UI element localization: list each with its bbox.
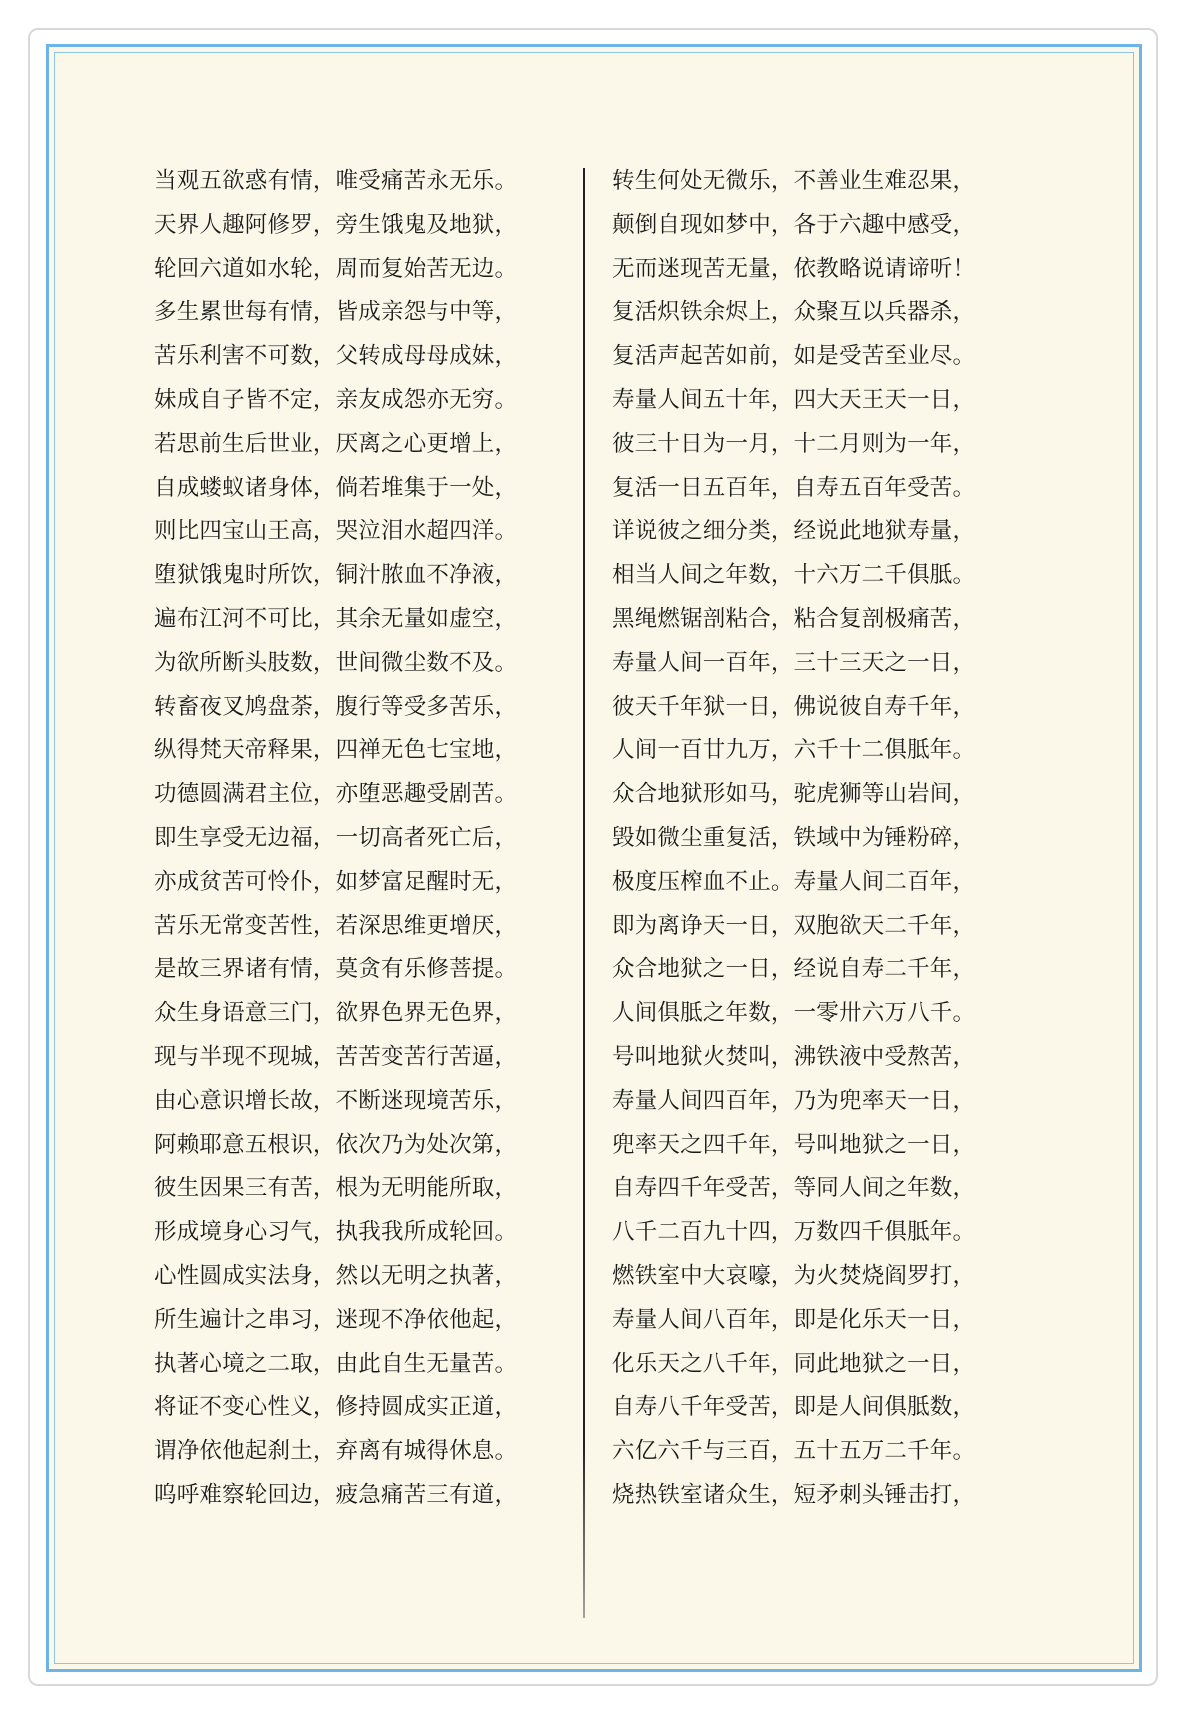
verse-line: 颠倒自现如梦中，各于六趣中感受，	[612, 211, 976, 238]
verse-line: 相当人间之年数，十六万二千俱胝。	[612, 562, 976, 589]
verse-line: 由心意识增长故，不断迷现境苦乐，	[154, 1087, 518, 1114]
verse-line: 则比四宝山王高，哭泣泪水超四洋。	[154, 518, 518, 545]
verse-line: 是故三界诸有情，莫贪有乐修菩提。	[154, 956, 518, 983]
verse-line: 将证不变心性义，修持圆成实正道，	[154, 1394, 518, 1421]
verse-line: 兜率天之四千年，号叫地狱之一日，	[612, 1131, 976, 1158]
verse-line: 苦乐利害不可数，父转成母母成妹，	[154, 343, 518, 370]
verse-line: 自寿八千年受苦，即是人间俱胝数，	[612, 1394, 976, 1421]
left-text-column	[154, 160, 544, 1518]
verse-line: 众生身语意三门，欲界色界无色界，	[154, 1000, 518, 1027]
verse-line: 复活炽铁余烬上，众聚互以兵器杀，	[612, 299, 976, 326]
verse-line: 人间俱胝之年数，一零卅六万八千。	[612, 1000, 976, 1027]
verse-line: 轮回六道如水轮，周而复始苦无边。	[154, 255, 518, 282]
verse-line: 彼天千年狱一日，佛说彼自寿千年，	[612, 693, 976, 720]
verse-line: 转生何处无微乐，不善业生难忍果，	[612, 168, 976, 194]
verse-line: 化乐天之八千年，同此地狱之一日，	[612, 1350, 976, 1377]
verse-line: 六亿六千与三百，五十五万二千年。	[612, 1438, 976, 1465]
verse-line: 多生累世每有情，皆成亲怨与中等，	[154, 299, 518, 326]
verse-line: 当观五欲惑有情，唯受痛苦永无乐。	[154, 168, 518, 194]
verse-line: 号叫地狱火焚叫，沸铁液中受熬苦，	[612, 1043, 976, 1070]
verse-line: 现与半现不现城，苦苦变苦行苦逼，	[154, 1043, 518, 1070]
verse-line: 极度压榨血不止。寿量人间二百年，	[612, 868, 976, 895]
verse-line: 所生遍计之串习，迷现不净依他起，	[154, 1306, 518, 1333]
verse-line: 人间一百廿九万，六千十二俱胝年。	[612, 737, 976, 764]
verse-line: 寿量人间八百年，即是化乐天一日，	[612, 1306, 976, 1333]
verse-line: 苦乐无常变苦性，若深思维更增厌，	[154, 912, 518, 939]
verse-line: 妹成自子皆不定，亲友成怨亦无穷。	[154, 386, 518, 413]
verse-line: 寿量人间四百年，乃为兜率天一日，	[612, 1087, 976, 1114]
column-divider	[583, 168, 585, 1618]
verse-line: 寿量人间一百年，三十三天之一日，	[612, 649, 976, 676]
verse-line: 若思前生后世业，厌离之心更增上，	[154, 430, 518, 457]
verse-line: 执著心境之二取，由此自生无量苦。	[154, 1350, 518, 1377]
verse-line: 复活声起苦如前，如是受苦至业尽。	[612, 343, 976, 370]
verse-line: 谓净依他起刹土，弃离有城得休息。	[154, 1438, 518, 1465]
verse-line: 无而迷现苦无量，依教略说请谛听！	[612, 255, 976, 282]
verse-line: 即生享受无边福，一切高者死亡后，	[154, 824, 518, 851]
verse-line: 众合地狱形如马，驼虎狮等山岩间，	[612, 781, 976, 808]
verse-line: 烧热铁室诸众生，短矛刺头锤击打，	[612, 1481, 976, 1508]
verse-line: 天界人趣阿修罗，旁生饿鬼及地狱，	[154, 211, 518, 238]
verse-line: 转畜夜叉鸠盘荼，腹行等受多苦乐，	[154, 693, 518, 720]
verse-line: 众合地狱之一日，经说自寿二千年，	[612, 956, 976, 983]
verse-line: 形成境身心习气，执我我所成轮回。	[154, 1219, 518, 1246]
verse-line: 彼生因果三有苦，根为无明能所取，	[154, 1175, 518, 1202]
verse-line: 为欲所断头肢数，世间微尘数不及。	[154, 649, 518, 676]
verse-line: 呜呼难察轮回边，疲急痛苦三有道，	[154, 1481, 518, 1508]
verse-line: 自寿四千年受苦，等同人间之年数，	[612, 1175, 976, 1202]
right-text-column	[612, 160, 1002, 1518]
verse-line: 自成蝼蚁诸身体，倘若堆集于一处，	[154, 474, 518, 501]
verse-line: 堕狱饿鬼时所饮，铜汁脓血不净液，	[154, 562, 518, 589]
verse-line: 遍布江河不可比，其余无量如虚空，	[154, 605, 518, 632]
verse-line: 寿量人间五十年，四大天王天一日，	[612, 386, 976, 413]
verse-line: 毁如微尘重复活，铁域中为锤粉碎，	[612, 824, 976, 851]
verse-line: 阿赖耶意五根识，依次乃为处次第，	[154, 1131, 518, 1158]
verse-line: 彼三十日为一月，十二月则为一年，	[612, 430, 976, 457]
verse-line: 即为离诤天一日，双胞欲天二千年，	[612, 912, 976, 939]
verse-line: 八千二百九十四，万数四千俱胝年。	[612, 1219, 976, 1246]
verse-line: 黑绳燃锯剖粘合，粘合复剖极痛苦，	[612, 605, 976, 632]
verse-line: 燃铁室中大哀嚎，为火焚烧阎罗打，	[612, 1262, 976, 1289]
verse-line: 复活一日五百年，自寿五百年受苦。	[612, 474, 976, 501]
verse-line: 心性圆成实法身，然以无明之执著，	[154, 1262, 518, 1289]
verse-line: 功德圆满君主位，亦堕恶趣受剧苦。	[154, 781, 518, 808]
verse-line: 详说彼之细分类，经说此地狱寿量，	[612, 518, 976, 545]
verse-line: 亦成贫苦可怜仆，如梦富足醒时无，	[154, 868, 518, 895]
verse-line: 纵得梵天帝释果，四禅无色七宝地，	[154, 737, 518, 764]
